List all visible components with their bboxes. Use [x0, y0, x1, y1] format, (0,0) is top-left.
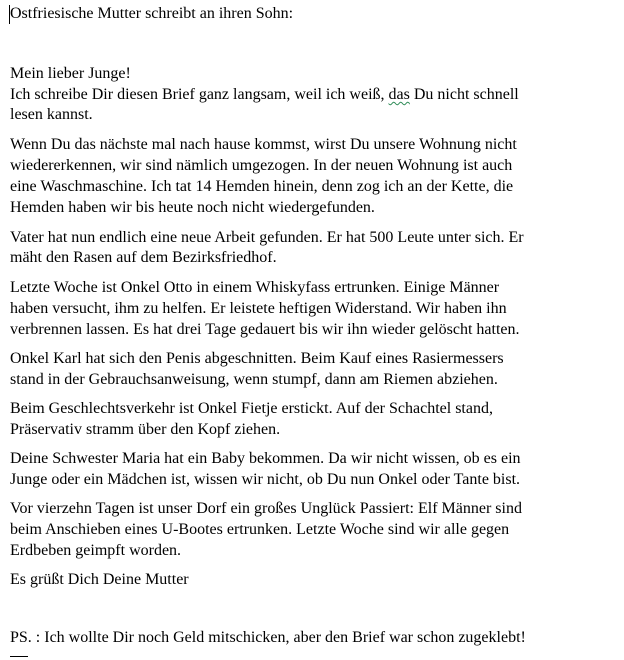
closing-line: Es grüßt Dich Deine Mutter — [10, 571, 189, 588]
text-line: stand in der Gebrauchsanweisung, wenn stumpf, dann am Riemen abziehen. — [10, 371, 498, 388]
text-line: Deine Schwester Maria hat ein Baby bekommen. Da wir nicht wissen, ob es ein — [10, 450, 521, 467]
text-line: verbrennen lassen. Es hat drei Tage gedauert bis wir ihn wieder gelöscht hatten. — [10, 321, 520, 338]
text-line: Wenn Du das nächste mal nach hause kommst, wirst Du unsere Wohnung nicht — [10, 136, 517, 153]
text-line: Onkel Karl hat sich den Penis abgeschnitten. Beim Kauf eines Rasiermessers — [10, 350, 504, 367]
end-of-document-mark — [10, 656, 28, 657]
text-line: Ich schreibe Dir diesen Brief ganz langsam, weil ich weiß, das Du nicht schnell — [10, 86, 519, 103]
text-line: Junge oder ein Mädchen ist, wissen wir nicht, ob Du nun Onkel oder Tante bist. — [10, 471, 521, 488]
text-line: lesen kannst. — [10, 106, 93, 123]
text-line: Beim Geschlechtsverkehr ist Onkel Fietje erstickt. Auf der Schachtel stand, — [10, 400, 493, 417]
text-line: Präservativ stramm über den Kopf ziehen. — [10, 421, 281, 438]
grammar-flag-word[interactable]: das — [388, 86, 410, 103]
text-line: Vor vierzehn Tagen ist unser Dorf ein großes Unglück Passiert: Elf Männer sind — [10, 500, 522, 517]
text-line: haben versucht, ihm zu helfen. Er leistete heftigen Widerstand. Wir haben ihn — [10, 300, 507, 317]
text-line: Mein lieber Junge! — [10, 65, 131, 82]
document-title: Ostfriesische Mutter schreibt an ihren Sohn: — [10, 5, 294, 22]
text-line: Vater hat nun endlich eine neue Arbeit gefunden. Er hat 500 Leute unter sich. Er — [10, 229, 524, 246]
text-line: eine Waschmaschine. Ich tat 14 Hemden hinein, denn zog ich an der Kette, die — [10, 178, 514, 195]
text-line: wiedererkennen, wir sind nämlich umgezogen. In der neuen Wohnung ist auch — [10, 157, 513, 174]
text-line: Erdbeben geimpft worden. — [10, 542, 182, 559]
text-line: Hemden haben wir bis heute noch nicht wiedergefunden. — [10, 199, 375, 216]
postscript-line: PS. : Ich wollte Dir noch Geld mitschicken, aber den Brief war schon zugeklebt! — [10, 629, 526, 646]
text-line: mäht den Rasen auf dem Bezirksfriedhof. — [10, 249, 277, 266]
text-line: beim Anschieben eines U-Bootes ertrunken. Letzte Woche sind wir alle gegen — [10, 521, 510, 538]
text-line: Letzte Woche ist Onkel Otto in einem Whiskyfass ertrunken. Einige Männer — [10, 279, 500, 296]
